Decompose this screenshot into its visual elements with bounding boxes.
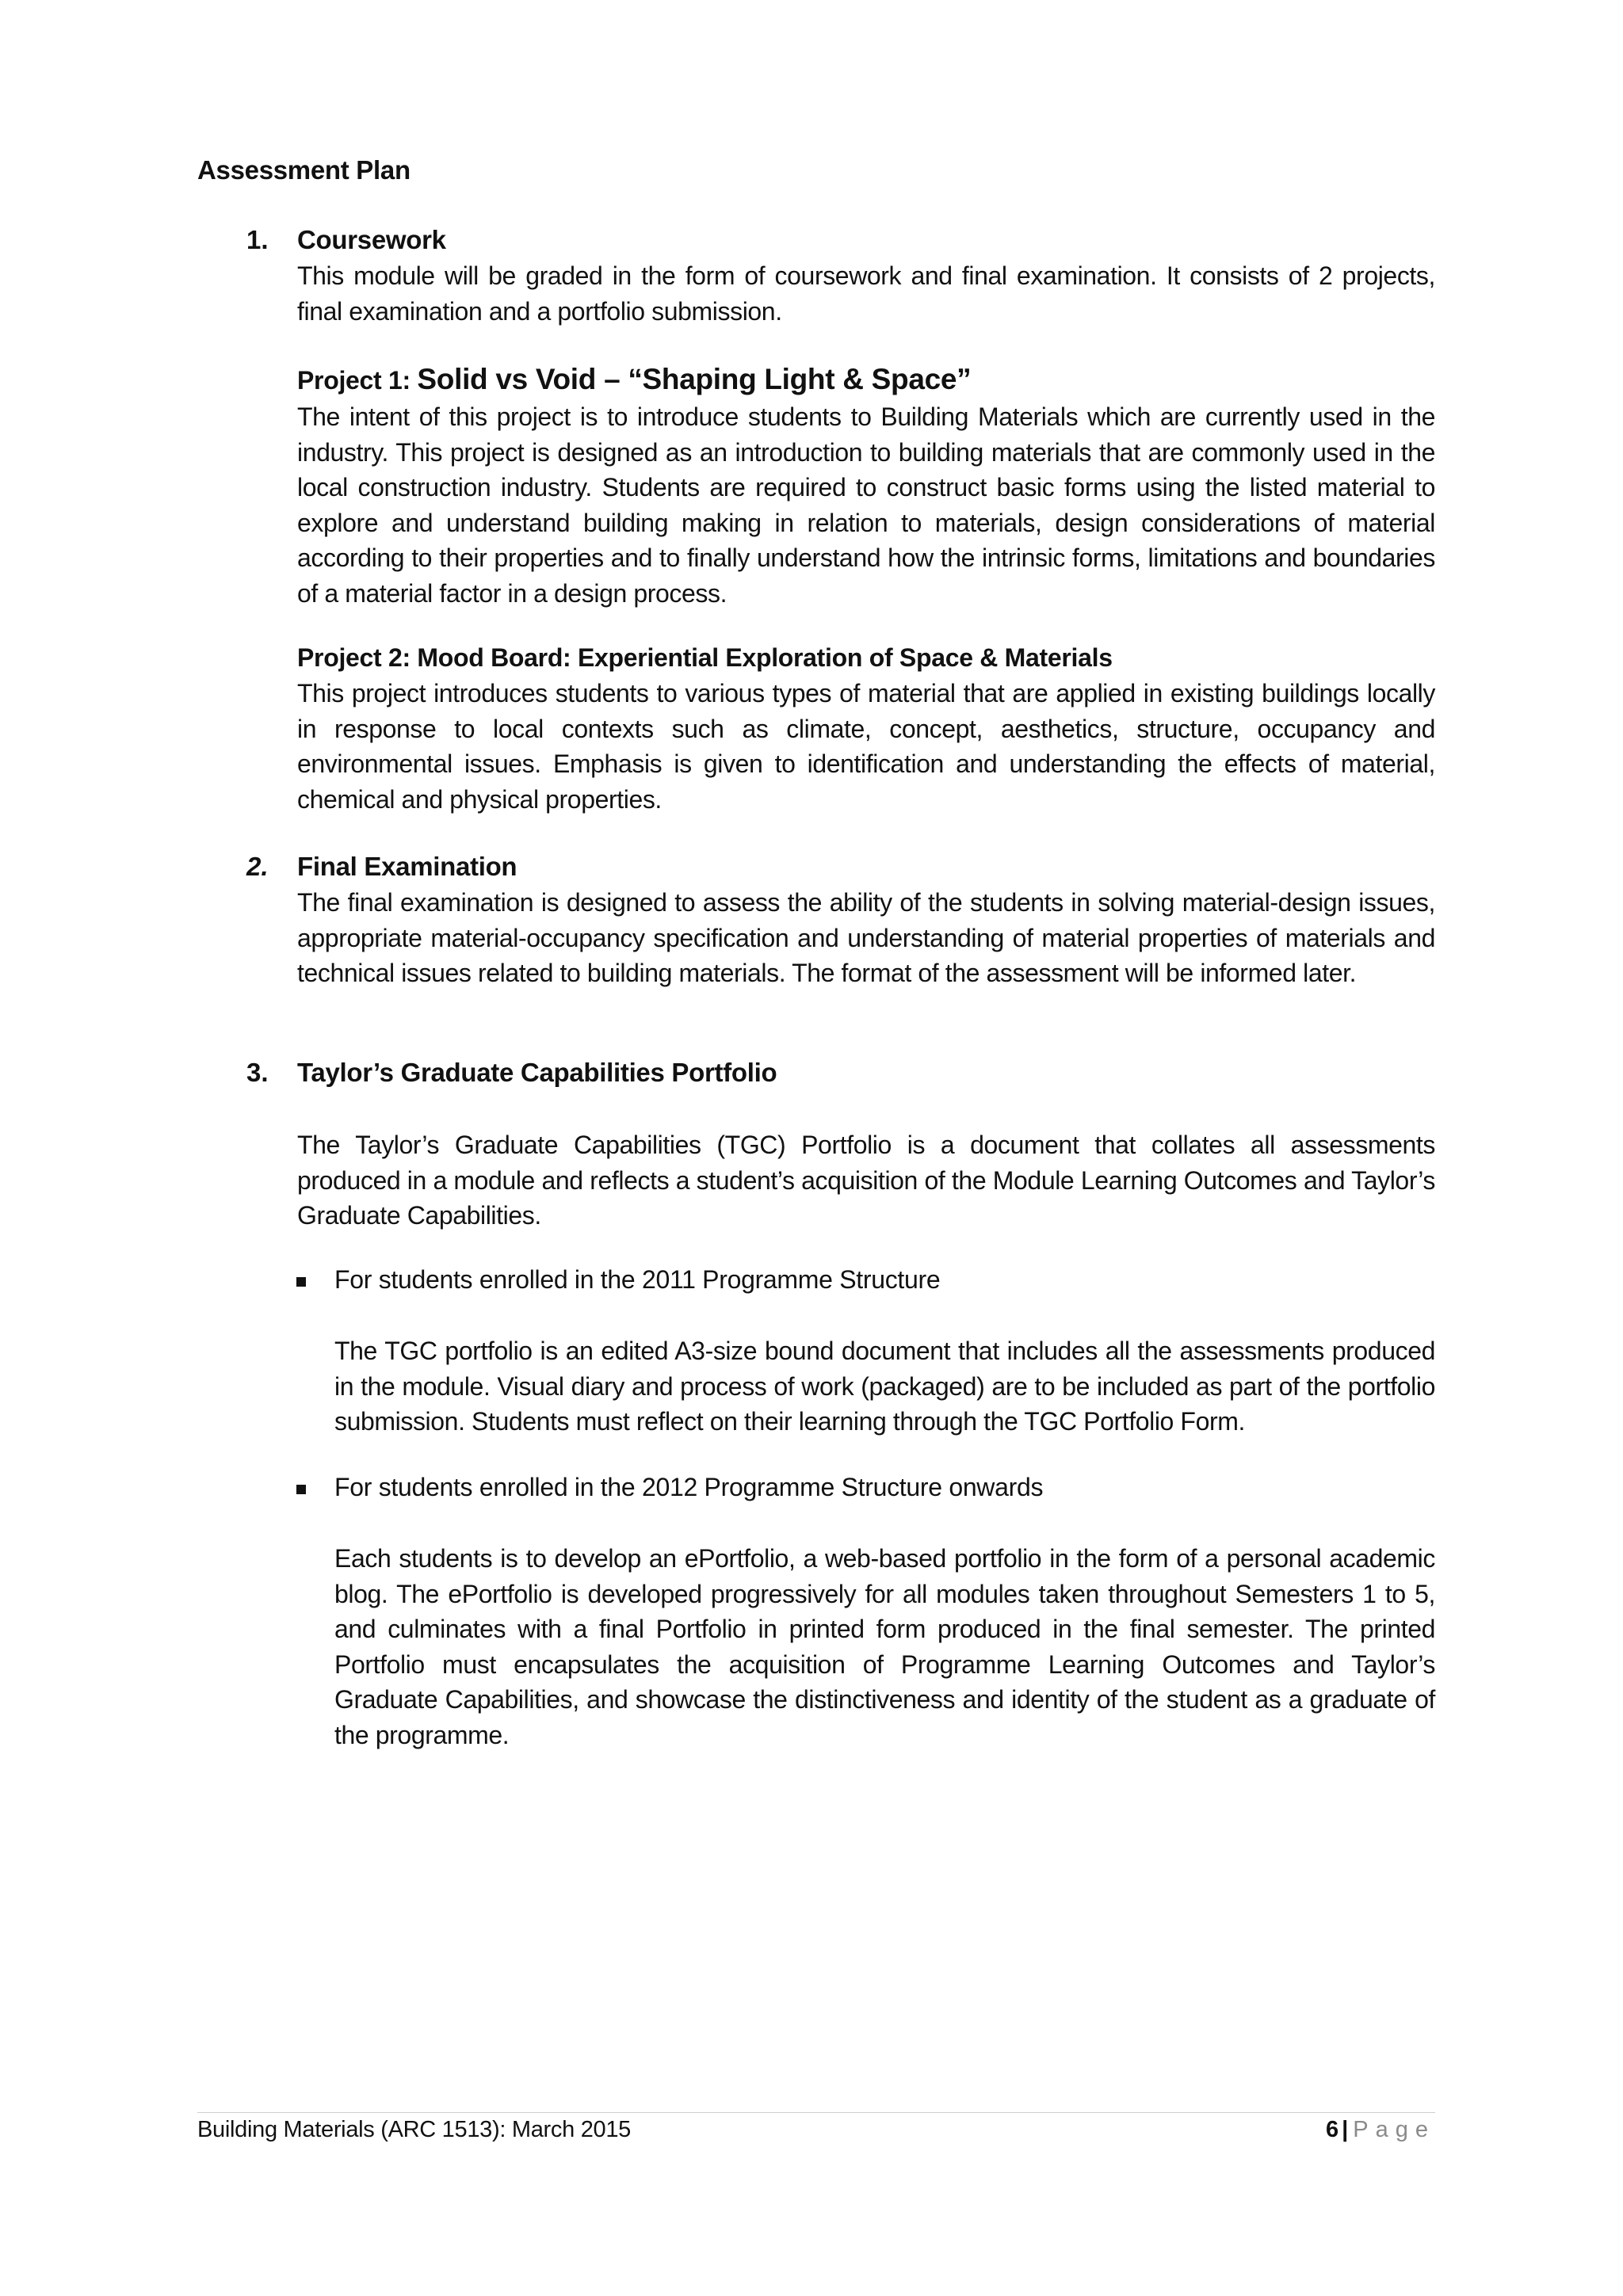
bullet-2011-body: The TGC portfolio is an edited A3-size bound document that includes all the assessments produced in the module. Visual diary and process of work (packaged) are to be included as part of the portfolio submission. Students must reflect on their learning through the TGC Portfolio Form. — [334, 1337, 1435, 1436]
final-examination-body: The final examination is designed to assess the ability of the students in solving material-design issues, appropriate material-occupancy specification and understanding of material properties of materials and technical issues related to building materials. The format of the assessment will be informed later. — [297, 888, 1435, 987]
bullet-square-icon — [296, 1485, 306, 1494]
page-number: 6 — [1326, 2117, 1339, 2142]
section-heading-tgc-portfolio: Taylor’s Graduate Capabilities Portfolio — [297, 1058, 777, 1087]
section-heading-final-examination: Final Examination — [297, 852, 517, 881]
project-2-heading: Project 2: Mood Board: Experiential Exploration of Space & Materials — [297, 643, 1113, 672]
section-number: 3. — [246, 1058, 269, 1087]
project-2-body: This project introduces students to various types of material that are applied in existing buildings locally in response to local contexts such as climate, concept, aesthetics, structure, occupancy and environmental issues. Emphasis is given to identification and understanding the effects of material, chemical and physical properties. — [297, 679, 1435, 814]
section-heading-coursework: Coursework — [297, 225, 446, 254]
bullet-2011-label: For students enrolled in the 2011 Programme Structure — [334, 1265, 941, 1294]
project-1-label: Project 1: — [297, 366, 418, 395]
coursework-intro: This module will be graded in the form of coursework and final examination. It consists of 2 projects, final examination and a portfolio submission. — [297, 261, 1435, 326]
project-1-title: Solid vs Void – “Shaping Light & Space” — [417, 363, 972, 395]
footer-page-indicator — [1326, 2117, 1435, 2143]
footer-divider — [197, 2112, 1435, 2113]
bullet-2012-body: Each students is to develop an ePortfolio, a web-based portfolio in the form of a personal academic blog. The ePortfolio is developed progressively for all modules taken throughout Semesters 1 to 5, and culminates with a final Portfolio in printed form produced in the final semester. The printed Portfolio must encapsulates the acquisition of Programme Learning Outcomes and Taylor’s Graduate Capabilities, and showcase the distinctiveness and identity of the student as a graduate of the programme. — [334, 1544, 1435, 1749]
bullet-square-icon — [296, 1277, 306, 1287]
project-1-heading — [297, 363, 971, 396]
section-number: 1. — [246, 225, 269, 254]
tgc-portfolio-body: The Taylor’s Graduate Capabilities (TGC) Portfolio is a document that collates all assessments produced in a module and reflects a student’s acquisition of the Module Learning Outcomes and Taylor’s Graduate Capabilities. — [297, 1131, 1435, 1230]
page-title: Assessment Plan — [197, 155, 411, 185]
project-1-body: The intent of this project is to introduce students to Building Materials which are currently used in the industry. This project is designed as an introduction to building materials that are commonly used in the local construction industry. Students are required to construct basic forms using the listed material to explore and understand building making in relation to materials, design considerations of material according to their properties and to finally understand how the intrinsic forms, limitations and boundaries of a material factor in a design process. — [297, 402, 1435, 608]
page-word: Page — [1353, 2117, 1435, 2142]
section-number: 2. — [246, 852, 269, 881]
footer-separator: | — [1342, 2117, 1349, 2142]
bullet-2012-label: For students enrolled in the 2012 Programme Structure onwards — [334, 1473, 1044, 1501]
footer-module-info: Building Materials (ARC 1513): March 2015 — [197, 2117, 632, 2142]
